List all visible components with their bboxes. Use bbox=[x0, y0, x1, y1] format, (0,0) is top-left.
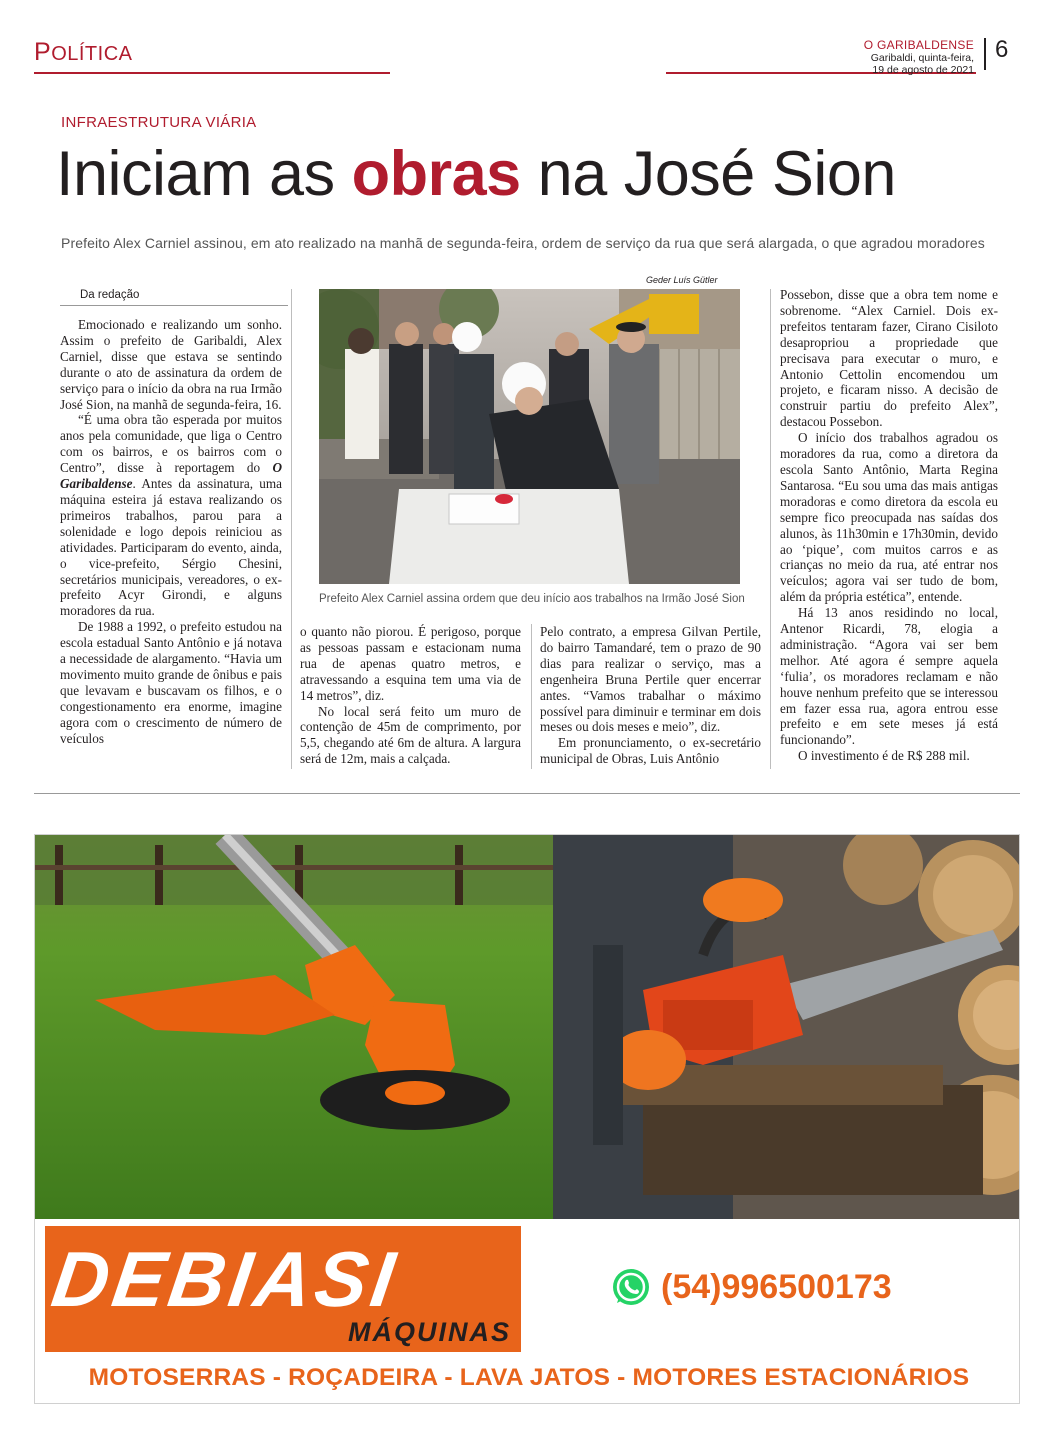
chainsaw-image bbox=[553, 835, 1020, 1219]
whatsapp-icon bbox=[611, 1267, 651, 1307]
article-headline bbox=[56, 138, 896, 210]
paragraph: Pelo contrato, a empresa Gilvan Pertile, do bairro Tamandaré, tem o prazo de 90 dias para realizar o serviço, mas a engenheira Bruna Pertile quer encerrar antes. “Vamos trabalhar o máximo possível para diminuir e terminar em dois meses ou dois meses e meio”, diz. bbox=[540, 624, 761, 735]
paragraph: o quanto não piorou. É perigoso, porque as pessoas passam e estacionam numa rua de apenas quatro metros, e atravessando a esquina tem uma via de 14 metros”, diz. bbox=[300, 624, 521, 703]
byline: Da redação bbox=[80, 289, 140, 301]
brand-name: DEBIASI bbox=[46, 1235, 404, 1323]
paragraph: Há 13 anos residindo no local, Antenor Ricardi, 78, elogia a administração. “Agora vai ser bem melhor. Até agora é sempre aquela ‘fulia’, os moradores reclamam e não houve nenhum prefeito que se interessou em fazer essa rua, agora entrou esse prefeito e em sete meses já está funcionando”. bbox=[780, 605, 998, 748]
paragraph: Possebon, disse que a obra tem nome e sobrenome. “Alex Carniel. Dois ex-prefeitos tentaram fazer, Cirano Cisiloto desapropriou a propriedade que precisava para executar o muro, e Antonio Cettolin encomendou um projeto, e ficaram nisso. A decisão de construir partiu do prefeito Alex”, destacou Possebon. bbox=[780, 287, 998, 430]
header-rule-left bbox=[34, 72, 390, 74]
article-deck: Prefeito Alex Carniel assinou, em ato realizado na manhã de segunda-feira, ordem de serviço da rua que será alargada, o que agradou moradores bbox=[61, 235, 985, 251]
paragraph-text: “É uma obra tão esperada por muitos anos pela comunidade, que liga o Centro com os bairros, e os bairros com o Centro”, disse à reportagem do bbox=[60, 412, 282, 476]
paragraph-text: . Antes da assinatura, uma máquina esteira já estava realizando os primeiros trabalhos, parou para a solenidade e logo depois reiniciou as atividades. Participaram do evento, ainda, o vice-prefeito, Sérgio Chesini, secretários municipais, vereadores, o ex-prefeito Acyr Girondi, e alguns moradores da rua. bbox=[60, 476, 282, 619]
article-kicker: INFRAESTRUTURA VIÁRIA bbox=[61, 114, 257, 131]
paragraph: No local será feito um muro de contenção de 45m de comprimento, por 5,5, chegando até 6m de altura. A largura será de 12m, mais a calçada. bbox=[300, 703, 521, 767]
ad-photo-trimmer bbox=[35, 835, 553, 1219]
paragraph: De 1988 a 1992, o prefeito estudou na escola estadual Santo Antônio e já notava a necessidade de alargamento. “Havia um movimento muito grande de ônibus e pais que levavam e buscavam os filhos, e o congestionamento era enorme, imagine agora com o crescimento de número de veículos bbox=[60, 619, 282, 746]
byline-rule bbox=[60, 305, 288, 306]
paragraph bbox=[60, 412, 282, 619]
photo-caption: Prefeito Alex Carniel assina ordem que deu início aos trabalhos na Irmão José Sion bbox=[319, 593, 745, 605]
section-label bbox=[34, 38, 132, 67]
paragraph: O início dos trabalhos agradou os moradores da rua, como a diretora da escola Santo Antônio, Marta Regina Santarosa. “Eu sou uma das mais antigas moradoras e como diretora da escola eu sempre fico preocupada nas saídas dos alunos, às 11h30min e 17h30min, devido ao ‘pique’, com muitos carros e as crianças no meio da rua, até entrar nos veículos; agora vai ser tudo de bom, além da própria estética”, entende. bbox=[780, 430, 998, 605]
column-divider bbox=[291, 289, 292, 769]
brand-logo bbox=[45, 1226, 521, 1352]
paragraph: Emocionado e realizando um sonho. Assim o prefeito de Garibaldi, Alex Carniel, disse que estava se sentindo durante o ato de assinatura da ordem de serviço para o início da obra na rua Irmão José Sion, na manhã de segunda-feira, 16. bbox=[60, 317, 282, 412]
phone-contact bbox=[611, 1267, 892, 1307]
section-label-initial: P bbox=[34, 38, 52, 66]
dateline-1: Garibaldi, quinta-feira, bbox=[870, 52, 974, 64]
column-divider bbox=[770, 289, 771, 769]
article-column-2 bbox=[300, 624, 521, 767]
photo-credit: Geder Luís Gütler bbox=[646, 275, 718, 285]
page-number: 6 bbox=[995, 36, 1009, 63]
article-column-3 bbox=[540, 624, 761, 767]
paragraph: Em pronunciamento, o ex-secretário municipal de Obras, Luis Antônio bbox=[540, 735, 761, 767]
headline-part-1: Iniciam as bbox=[56, 139, 352, 209]
masthead bbox=[864, 38, 974, 76]
advertisement bbox=[34, 834, 1020, 1404]
brush-cutter-image bbox=[35, 835, 553, 1219]
newspaper-name: O Garibaldense bbox=[60, 460, 282, 492]
ad-photo-chainsaw bbox=[553, 835, 1020, 1219]
column-divider bbox=[531, 624, 532, 769]
article-column-1 bbox=[60, 317, 282, 746]
page-number-separator bbox=[984, 38, 986, 70]
section-label-rest: OLÍTICA bbox=[51, 43, 133, 65]
services-list: MOTOSERRAS - ROÇADEIRA - LAVA JATOS - MOTORES ESTACIONÁRIOS bbox=[88, 1364, 970, 1391]
article-photo bbox=[319, 289, 740, 584]
phone-number: (54)996500173 bbox=[661, 1267, 892, 1306]
paper-name: O GARIBALDENSE bbox=[863, 38, 974, 52]
headline-highlight: obras bbox=[351, 139, 521, 209]
paragraph: O investimento é de R$ 288 mil. bbox=[798, 748, 970, 764]
brand-subtitle: MÁQUINAS bbox=[348, 1317, 511, 1347]
article-column-4 bbox=[780, 287, 998, 764]
dateline-2: 19 de agosto de 2021 bbox=[872, 64, 974, 76]
headline-part-2: na José Sion bbox=[520, 139, 896, 209]
ad-separator-rule bbox=[34, 793, 1020, 794]
signing-ceremony-image bbox=[319, 289, 740, 584]
